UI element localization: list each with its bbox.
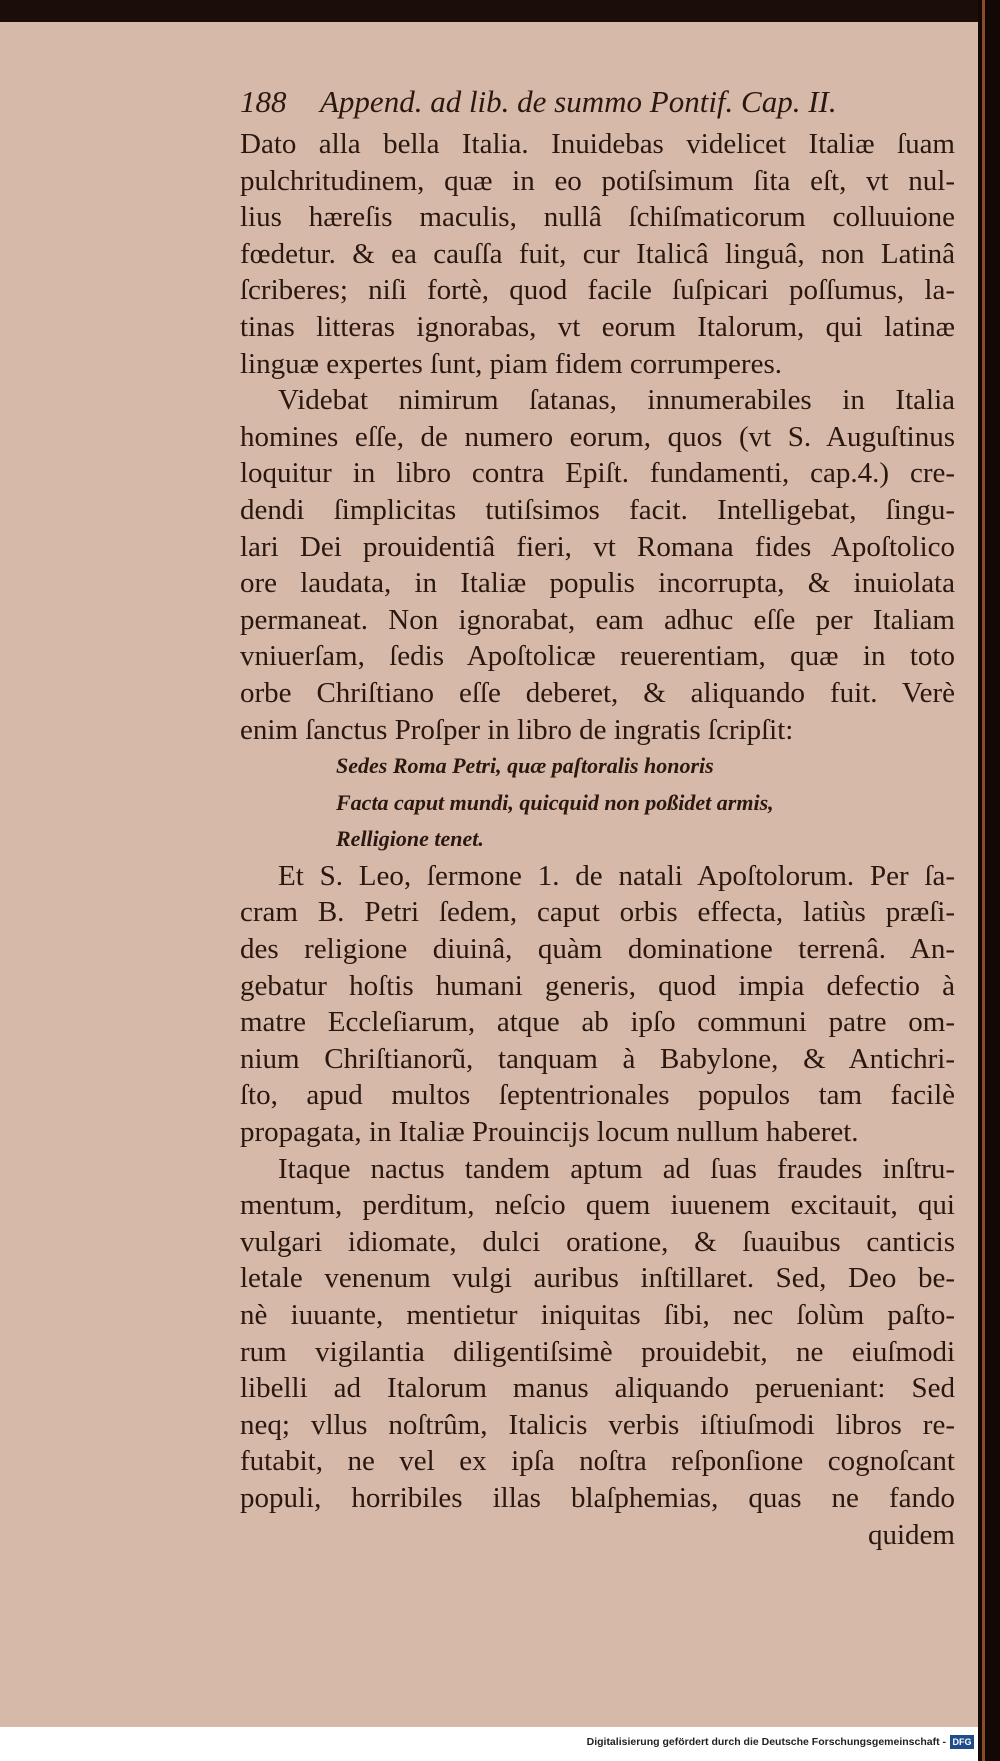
text-line: rum vigilantia diligentiſsimè prouidebit, ne eiuſmodi (240, 1335, 955, 1368)
text-line: loquitur in libro contra Epiſt. fundamenti, cap.4.) cre- (240, 457, 955, 490)
text-line: lius hæreſis maculis, nullâ ſchiſmaticorum colluuione (240, 201, 955, 234)
text-line: cram B. Petri ſedem, caput orbis effecta, latiùs præſi- (240, 896, 955, 929)
text-line: homines eſſe, de numero eorum, quos (vt S. Auguſtinus (240, 420, 955, 453)
text-line: propagata, in Italiæ Prouincijs locum nullum haberet. (240, 1116, 859, 1149)
text-line: libelli ad Italorum manus aliquando perueniant: Sed (240, 1372, 955, 1405)
text-line: Et S. Leo, ſermone 1. de natali Apoſtolorum. Per ſa- (278, 859, 955, 892)
verse-quote (240, 748, 955, 858)
running-head (240, 78, 955, 126)
verse-line: Relligione tenet. (336, 826, 484, 852)
text-line: neq; vllus noſtrûm, Italicis verbis iſtiuſmodi libros re- (240, 1408, 955, 1441)
body-paragraphs-continued (240, 858, 955, 1517)
text-line: ſto, apud multos ſeptentrionales populos tam facilè (240, 1079, 955, 1112)
text-line: letale venenum vulgi auribus inſtillaret. Sed, Deo be- (240, 1262, 955, 1295)
text-line: tinas litteras ignorabas, vt eorum Italorum, qui latinæ (240, 310, 955, 343)
text-line: vulgari idiomate, dulci oratione, & ſuauibus canticis (240, 1225, 955, 1258)
text-line: Itaque nactus tandem aptum ad ſuas fraudes inſtru- (278, 1152, 955, 1185)
text-line: Dato alla bella Italia. Inuidebas videlicet Italiæ ſuam (240, 128, 955, 160)
text-line: futabit, ne vel ex ipſa noſtra reſponſione cognoſcant (240, 1445, 955, 1478)
text-line: enim ſanctus Proſper in libro de ingratis ſcripſit: (240, 713, 794, 746)
text-line: nium Chriſtianorũ, tanquam à Babylone, & Antichri- (240, 1042, 955, 1075)
text-line: fœdetur. & ea cauſſa fuit, cur Italicâ linguâ, non Latinâ (240, 237, 955, 270)
text-line: gebatur hoſtis humani generis, quod impia defectio à (240, 969, 955, 1002)
text-line: nè iuuante, mentietur iniquitas ſibi, nec ſolùm paſto- (240, 1299, 955, 1331)
text-line: matre Eccleſiarum, atque ab ipſo communi patre om- (240, 1006, 955, 1039)
verse-line: Facta caput mundi, quicquid non poßidet armis, (336, 789, 774, 815)
text-line: pulchritudinem, quæ in eo potiſsimum ſita eſt, vt nul- (240, 164, 955, 197)
running-title: Append. ad lib. de summo Pontif. Cap. II. (320, 84, 837, 119)
text-line: lari Dei prouidentiâ fieri, vt Romana fides Apoſtolico (240, 530, 955, 563)
verse-line: Sedes Roma Petri, quæ paſtoralis honoris (336, 753, 714, 779)
text-line: populi, horribiles illas blaſphemias, quas ne fando (240, 1481, 955, 1514)
page-edge-line (982, 0, 985, 1761)
text-line: mentum, perditum, neſcio quem iuuenem excitauit, qui (240, 1189, 955, 1222)
text-line: permaneat. Non ignorabat, eam adhuc eſſe per Italiam (240, 603, 955, 636)
text-line: vniuerſam, ſedis Apoſtolicæ reuerentiam, quæ in toto (240, 640, 955, 673)
text-line: Videbat nimirum ſatanas, innumerabiles in Italia (278, 384, 955, 417)
text-line: orbe Chriſtiano eſſe deberet, & aliquando fuit. Verè (240, 676, 955, 709)
text-line: dendi ſimplicitas tutiſsimos facit. Intelligebat, ſingu- (240, 493, 955, 526)
catchword: quidem (868, 1518, 955, 1551)
text-line: des religione diuinâ, quàm dominatione terrenâ. An- (240, 933, 955, 966)
dfg-logo: DFG (950, 1735, 974, 1749)
funding-credit: Digitalisierung gefördert durch die Deutsche Forschungsgemeinschaft - (586, 1736, 946, 1748)
page-text-block (240, 78, 955, 1553)
digitization-footer (0, 1727, 978, 1761)
text-line: linguæ expertes ſunt, piam fidem corrumperes. (240, 347, 782, 380)
text-line: ore laudata, in Italiæ populis incorrupta, & inuiolata (240, 567, 955, 600)
body-paragraphs (240, 126, 955, 748)
text-line: ſcriberes; niſi fortè, quod facile ſuſpicari poſſumus, la- (240, 274, 955, 307)
page-number: 188 (240, 84, 287, 119)
